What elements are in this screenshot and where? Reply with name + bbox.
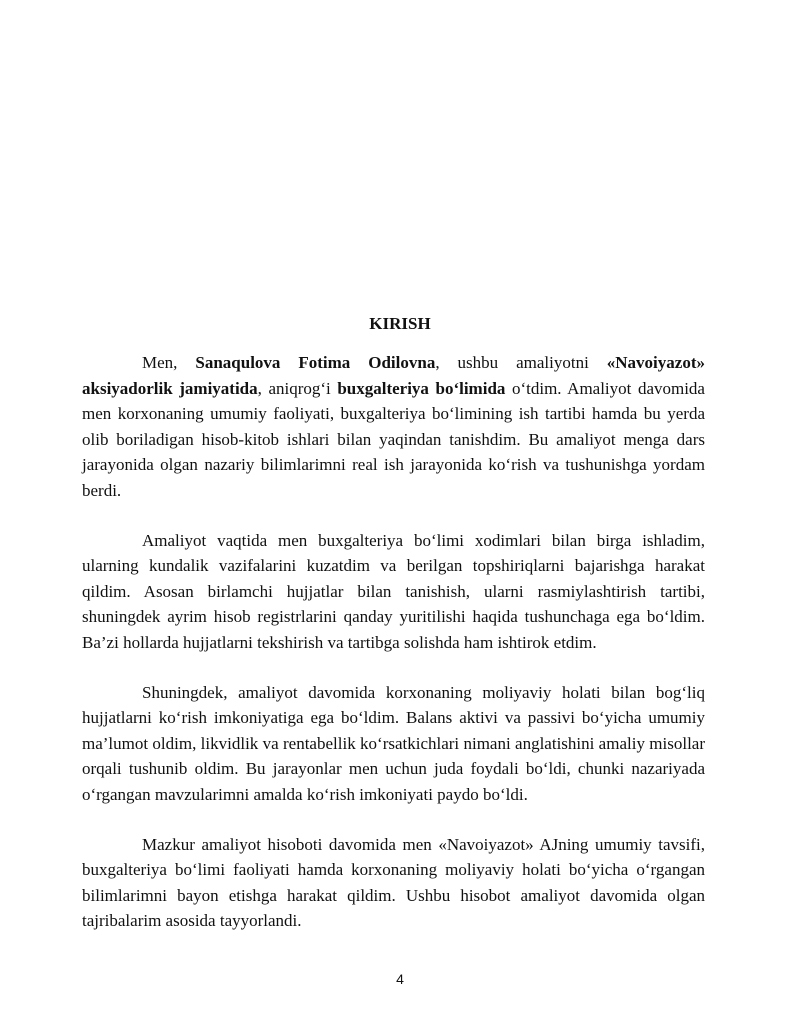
student-name: Sanaqulova Fotima Odilovna	[195, 353, 436, 372]
body-text	[82, 350, 705, 958]
text-run: , ushbu amaliyotni	[435, 353, 607, 372]
paragraph-intro	[82, 350, 705, 504]
section-heading: KIRISH	[369, 314, 431, 333]
paragraph-summary: Mazkur amaliyot hisoboti davomida men «Navoiyazot» AJning umumiy tavsifi, buxgalteriya bo‘limi faoliyati hamda korxonaning moliyaviy holati bo‘yicha o‘rgangan bilimlarimni bayon etishga harakat qildim. Ushbu hisobot amaliyot davomida olgan tajribalarim asosida tayyorlandi.	[82, 834, 705, 931]
paragraph-finance: Shuningdek, amaliyot davomida korxonaning moliyaviy holati bilan bog‘liq hujjatlarni ko‘rish imkoniyatiga ega bo‘ldim. Balans aktivi va passivi bo‘yicha umumiy ma’lumot oldim, likvidlik va rentabellik ko‘rsatkichlari nimani anglatishini amaliy misollar orqali tushunib oldim. Bu jarayonlar men uchun juda foydali bo‘ldi, chunki nazariyada o‘rgangan mavzularimni amalda ko‘rish imkoniyati paydo bo‘ldi.	[82, 682, 705, 804]
text-run: Men,	[142, 353, 196, 372]
text-run: o‘tdim. Amaliyot davomida men korxonaning umumiy faoliyati, buxgalteriya bo‘limining ish tartibi hamda bu yerda olib boriladigan hisob-kitob ishlari bilan yaqindan tanishdim. Bu amaliyot menga dars jarayonida olgan nazariy bilimlarimni real ish jarayonida ko‘rish va tushunishga yordam berdi.	[82, 378, 705, 500]
department-name: buxgalteriya bo‘limida	[337, 378, 506, 398]
company-name: «Navoiyazot» aksiyadorlik jamiyatida	[82, 353, 705, 398]
text-run: , aniqrog‘i	[257, 378, 338, 398]
page-number: 4	[396, 971, 404, 987]
paragraph-work: Amaliyot vaqtida men buxgalteriya bo‘limi xodimlari bilan birga ishladim, ularning kundalik vazifalarini kuzatdim va berilgan topshiriqlarni bajarishga harakat qildim. Asosan birlamchi hujjatlar bilan tanishish, ularni rasmiylashtirish tartibi, shuningdek ayrim hisob registrlarini qanday yuritilishi haqida tushunchaga ega bo‘ldim. Ba’zi hollarda hujjatlarni tekshirish va tartibga solishda ham ishtirok etdim.	[82, 530, 705, 652]
